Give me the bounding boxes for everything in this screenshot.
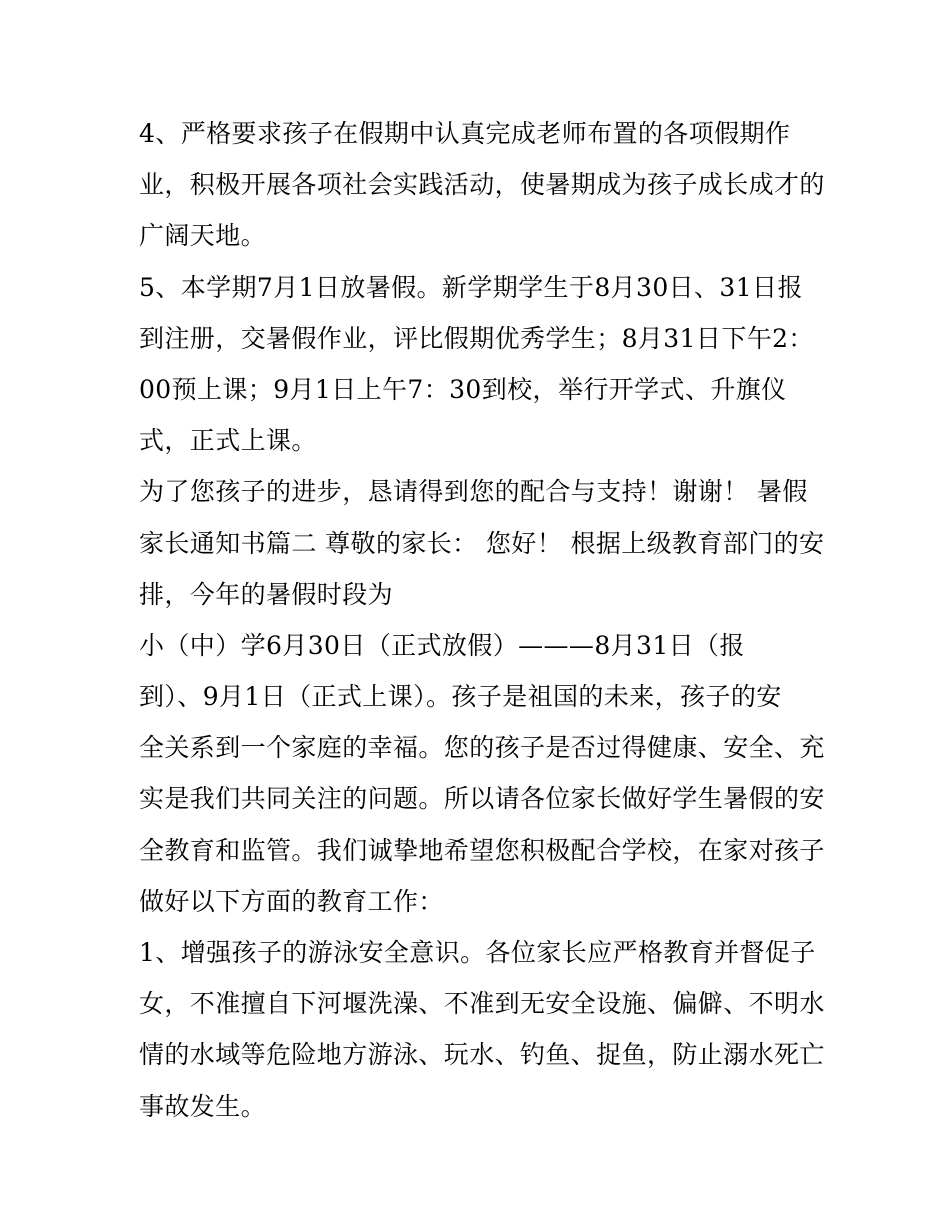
text-line: 事故发生。 [139, 1091, 267, 1121]
text-line: 排，今年的暑假时段为 [139, 579, 394, 609]
text-line: 5、本学期7月1日放暑假。新学期学生于8月30日、31日报 [139, 272, 803, 302]
text-line: 小（中）学6月30日（正式放假）———8月31日（报 [139, 630, 745, 660]
text-line: 到）、9月1日（正式上课）。孩子是祖国的未来，孩子的安 [139, 682, 782, 712]
text-line: 实是我们共同关注的问题。所以请各位家长做好学生暑假的安 [139, 784, 825, 814]
body-text [139, 108, 825, 1132]
text-line: 女，不准擅自下河堰洗澡、不准到无安全设施、偏僻、不明水 [139, 989, 825, 1019]
text-line: 式，正式上课。 [139, 426, 317, 456]
text-line: 4、严格要求孩子在假期中认真完成老师布置的各项假期作 [139, 119, 791, 148]
text-line: 到注册，交暑假作业，评比假期优秀学生；8月31日下午2： [139, 323, 814, 353]
text-line: 全教育和监管。我们诚挚地希望您积极配合学校，在家对孩子 [139, 835, 825, 865]
text-line: 1、增强孩子的游泳安全意识。各位家长应严格教育并督促子 [139, 938, 816, 967]
text-line: 做好以下方面的教育工作： [139, 886, 444, 916]
text-line: 全关系到一个家庭的幸福。您的孩子是否过得健康、安全、充 [139, 733, 825, 763]
text-line: 00预上课；9月1日上午7：30到校，举行开学式、升旗仪 [139, 374, 787, 404]
text-line: 为了您孩子的进步，恳请得到您的配合与支持！谢谢！ 暑假 [139, 477, 808, 507]
text-line: 广阔天地。 [139, 221, 267, 251]
text-line: 家长通知书篇二 尊敬的家长： 您好！ 根据上级教育部门的安 [139, 528, 825, 558]
text-line: 业，积极开展各项社会实践活动，使暑期成为孩子成长成才的 [139, 170, 825, 200]
text-line: 情的水域等危险地方游泳、玩水、钓鱼、捉鱼，防止溺水死亡 [139, 1040, 825, 1070]
